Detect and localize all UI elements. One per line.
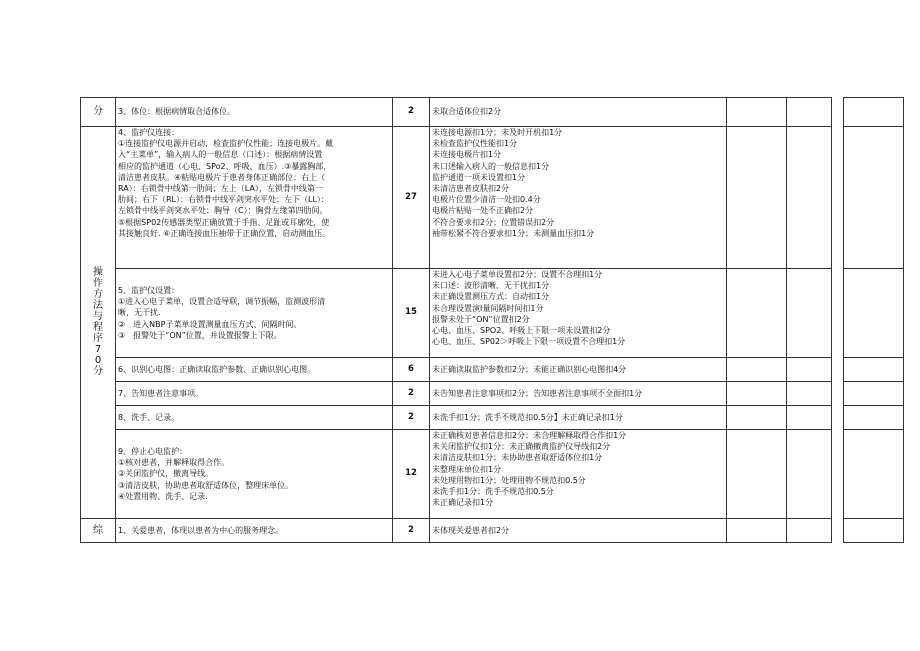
- blank-cell: [727, 430, 787, 519]
- blank-cell: [844, 358, 904, 382]
- blank-cell: [844, 382, 904, 406]
- text-line: 未整理床单位扣1分: [432, 464, 502, 474]
- text-line: 心电、血压、SPO2、呼吸上下限一项未设置扣2分: [432, 326, 611, 336]
- text-line: 未告知患者注意事项扣2分；告知患者注意事项不全面扣1分: [432, 388, 643, 398]
- requirement-cell: [116, 382, 393, 406]
- text-line: 未口述：波形清晰、无干扰扣1分: [432, 281, 550, 291]
- requirement-cell: [116, 127, 393, 269]
- text-line: 未洗手扣1分；洗手不规范扣0.5分】未正确记录扣1分: [432, 412, 623, 422]
- points-cell: 2: [393, 382, 430, 406]
- deduction-cell: [430, 382, 727, 406]
- blank-cell: [787, 358, 832, 382]
- requirement-cell: [116, 98, 393, 127]
- text-line: 未正确记录扣1分: [432, 498, 494, 508]
- text-line: 晰，无干扰.: [118, 308, 161, 318]
- points-cell: 15: [393, 269, 430, 358]
- text-line: 未洗手扣1分；洗手不规范扣0.5分: [432, 487, 554, 497]
- deduction-cell: [430, 98, 727, 127]
- blank-cell: [787, 269, 832, 358]
- text-line: ③ 报警处于“ON”位置，并设置报警上下限。: [118, 330, 282, 340]
- deduction-cell: [430, 269, 727, 358]
- text-line: 未进入心电子菜单设置扣2分；设置不合理扣1分: [432, 270, 603, 279]
- text-line: 未体现关爱患者扣2分: [432, 525, 510, 535]
- text-line: 未关闭监护仪扣1分：未正确撤离监护仪导线扣2分: [432, 442, 611, 452]
- blank-cell: [844, 269, 904, 358]
- text-line: 心电、血压、SP02＞呼吸上下限一项设置不合理扣1分: [432, 337, 626, 347]
- points-cell: 27: [393, 127, 430, 269]
- requirement-cell: [116, 406, 393, 430]
- text-line: 未清洁皮肤扣1分；未协助患者取舒适体位扣1分: [432, 453, 603, 463]
- text-line: 6、识别心电图：正确读取监护参数、正确识别心电图。: [118, 364, 316, 374]
- text-line: 7、告知患者注意事项。: [118, 388, 204, 398]
- gap: [832, 519, 844, 543]
- text-line: 左锁骨中线平剑突水平处；胸导（C）：胸骨左缘第四肋间。: [118, 206, 328, 216]
- category-cell-merged: 操作方法与程序70分: [81, 127, 116, 519]
- points-cell: 2: [393, 519, 430, 543]
- blank-cell: [844, 98, 904, 127]
- blank-cell: [727, 98, 787, 127]
- blank-cell: [787, 127, 832, 269]
- blank-cell: [727, 127, 787, 269]
- deduction-cell: [430, 127, 727, 269]
- text-line: 未正确设置测压方式：自动扣1分: [432, 292, 550, 302]
- points-cell: 6: [393, 358, 430, 382]
- text-line: 电极片位置少清洁一处扣0.4分: [432, 195, 541, 205]
- text-line: ⑤根据SP02传感器类型正确放置于手指、足趾或耳廓处，使: [118, 217, 330, 227]
- blank-cell: [727, 358, 787, 382]
- category-cell: 综: [81, 519, 116, 543]
- requirement-cell: [116, 358, 393, 382]
- text-line: 9、停止心电监护：: [118, 446, 188, 456]
- text-line: ①进入心电子菜单，设置合适导联，调节振幅，监测波形清: [118, 297, 326, 307]
- table-row: [81, 406, 904, 430]
- text-line: ② 进入NBP子菜单设置测量血压方式、间隔时间。: [118, 319, 302, 329]
- blank-cell: [787, 406, 832, 430]
- category-cell: 分: [81, 98, 116, 127]
- points-cell: 2: [393, 98, 430, 127]
- deduction-cell: [430, 406, 727, 430]
- text-line: 未连接电极片扣1分: [432, 150, 502, 160]
- text-line: 清洁患者皮肤。④粘贴电极片于患者身体正确部位：右上（: [118, 172, 326, 182]
- table-row: [81, 382, 904, 406]
- scoring-table: [80, 97, 904, 543]
- table-row: [81, 358, 904, 382]
- text-line: 未连接电源扣1分；未及时开机扣1分: [432, 128, 563, 137]
- requirement-cell: [116, 269, 393, 358]
- text-line: ①连接监护仪电源并启动，检查监护仪性能；连接电极片。戴: [118, 139, 334, 149]
- blank-cell: [787, 430, 832, 519]
- table-row: [81, 269, 904, 358]
- gap: [832, 358, 844, 382]
- text-line: 未合理设置演I量间隔时间扣1分: [432, 303, 544, 313]
- requirement-cell: [116, 430, 393, 519]
- blank-cell: [787, 382, 832, 406]
- text-line: 未清洁患者皮肤扣2分: [432, 184, 510, 194]
- blank-cell: [787, 519, 832, 543]
- text-line: 未取合适体位扣2分: [432, 107, 502, 117]
- deduction-cell: [430, 519, 727, 543]
- text-line: 电极片粘贴一处不正确扣2分: [432, 206, 534, 216]
- text-line: ③清洁皮肤，协助患者取舒适体位，整理床单位。: [118, 480, 294, 490]
- text-line: 不符合要求扣2分；位置错误扣2分: [432, 217, 555, 227]
- text-line: RA）：右锁骨中线第一肋间；左上（LA），左锁骨中线第一: [118, 184, 323, 194]
- text-line: ④处置用物、洗手、记录.: [118, 491, 208, 501]
- text-line: 袖带松紧不符合要求扣1分；未测量血压扣1分: [432, 228, 595, 238]
- text-line: 入“主菜单”，输入病人的一般信息（口述）：根据病情设置: [118, 150, 323, 160]
- text-line: 报警未处于“ON”位置扣2分: [432, 314, 530, 324]
- gap: [832, 382, 844, 406]
- text-line: 其接触良好. ⑥正确连接血压袖带于正确位置，启动测血压。: [118, 228, 331, 238]
- blank-cell: [727, 382, 787, 406]
- table-row: [81, 519, 904, 543]
- text-line: 未处理用物扣1分；处理用物不规范扣0.5分: [432, 475, 586, 485]
- table-row: [81, 98, 904, 127]
- blank-cell: [844, 519, 904, 543]
- blank-cell: [727, 519, 787, 543]
- text-line: 监护通道一项未设置扣1分: [432, 172, 526, 182]
- text-line: 1、关爱患者，体现以患者为中心的服务理念。: [118, 525, 284, 535]
- text-line: ①核对患者，并解释取得合作。: [118, 458, 230, 468]
- text-line: ②关闭监护仪，撤离导线。: [118, 469, 214, 479]
- text-line: 肋间；右下（RL）：右锁骨中线平剑突水平处；左下（LL）：: [118, 195, 329, 205]
- table-row: [81, 430, 904, 519]
- blank-cell: [844, 406, 904, 430]
- text-line: 未正确读取监护参数扣2分；未能正确识别心电图扣4分: [432, 364, 627, 374]
- table-row: [81, 127, 904, 269]
- text-line: 4、监护仪连接：: [118, 128, 180, 137]
- blank-cell: [727, 269, 787, 358]
- gap: [832, 269, 844, 358]
- text-line: 未检查监护仪性能扣1分: [432, 139, 518, 149]
- requirement-cell: [116, 519, 393, 543]
- points-cell: 2: [393, 406, 430, 430]
- points-cell: 12: [393, 430, 430, 519]
- text-line: 5、监护仪设置：: [118, 285, 180, 295]
- deduction-cell: [430, 358, 727, 382]
- gap: [832, 406, 844, 430]
- deduction-cell: [430, 430, 727, 519]
- gap: [832, 127, 844, 269]
- blank-cell: [727, 406, 787, 430]
- gap: [832, 98, 844, 127]
- text-line: 未口述输入病人的一般信息扣1分: [432, 161, 550, 171]
- blank-cell: [844, 127, 904, 269]
- text-line: 未正确核对患者信息扣2分；未合理解释取得合作扣1分: [432, 431, 627, 440]
- blank-cell: [844, 430, 904, 519]
- text-line: 8、洗手、记录。: [118, 412, 180, 422]
- text-line: 相应的监护通道（心电、SPo2、呼吸、血压）.③暴露胸部，: [118, 161, 332, 171]
- text-line: 3、体位：根据病情取合适体位。: [118, 107, 236, 117]
- gap: [832, 430, 844, 519]
- blank-cell: [787, 98, 832, 127]
